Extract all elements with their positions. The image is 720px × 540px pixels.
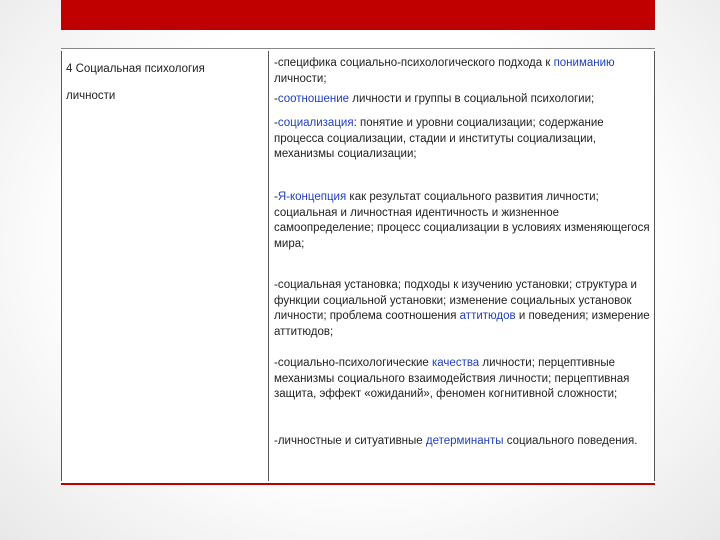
table-top-rule: [61, 48, 655, 49]
item-keyword: Я-концепция: [277, 191, 347, 203]
list-item: [274, 190, 652, 278]
item-text: -социально-психологические: [274, 357, 432, 369]
table-left-border: [61, 51, 62, 481]
table-right-border: [654, 51, 655, 481]
topic-title-line2: личности: [66, 90, 116, 102]
item-text: -: [274, 117, 278, 129]
item-keyword: аттитюдов: [459, 310, 516, 322]
content-cell: [274, 56, 652, 450]
list-item: [274, 356, 652, 434]
item-text: -личностные и ситуативные: [274, 435, 426, 447]
list-item: [274, 56, 652, 92]
list-item: [274, 92, 652, 116]
item-text: -специфика социально-психологического подхода к: [274, 57, 554, 69]
item-text: как результат социального развития личности; социальная и личностная идентичность и жизненное самоопределение; процесс социализации в условиях изменяющегося мира;: [274, 191, 650, 250]
table-bottom-rule: [61, 483, 655, 485]
topic-cell: [66, 56, 261, 110]
topic-title-line1: 4 Социальная психология: [66, 63, 205, 75]
item-keyword: детерминанты: [425, 435, 504, 447]
item-text: личности; перцептивные механизмы социального взаимодействия личности; перцептивная защита, эффект «ожиданий», феномен когнитивной сложности;: [274, 357, 630, 400]
list-item: [274, 116, 652, 190]
item-keyword: качества: [432, 357, 480, 369]
title-bar: [61, 0, 655, 30]
column-divider: [268, 51, 269, 481]
item-text: личности;: [274, 72, 327, 85]
item-text: социального поведения.: [503, 435, 638, 447]
item-keyword: социализация: [277, 117, 354, 129]
item-text: : понятие и уровни социализации; содержание процесса социализации, стадии и институты социализации, механизмы социализации;: [274, 117, 604, 160]
item-keyword: пониманию: [553, 57, 615, 69]
item-keyword: соотношение: [277, 93, 350, 105]
list-item: [274, 434, 652, 450]
item-text: -: [274, 191, 278, 203]
item-text: и поведения; измерение аттитюдов;: [274, 310, 650, 338]
item-text: личности и группы в социальной психологии;: [349, 93, 595, 105]
topic-table: [61, 48, 655, 485]
item-text: -социальная установка; подходы к изучению установки; структура и функции социальной установки; изменение социальных установок личности; проблема соотношения: [274, 279, 637, 322]
item-text: -: [274, 93, 278, 105]
list-item: [274, 278, 652, 356]
